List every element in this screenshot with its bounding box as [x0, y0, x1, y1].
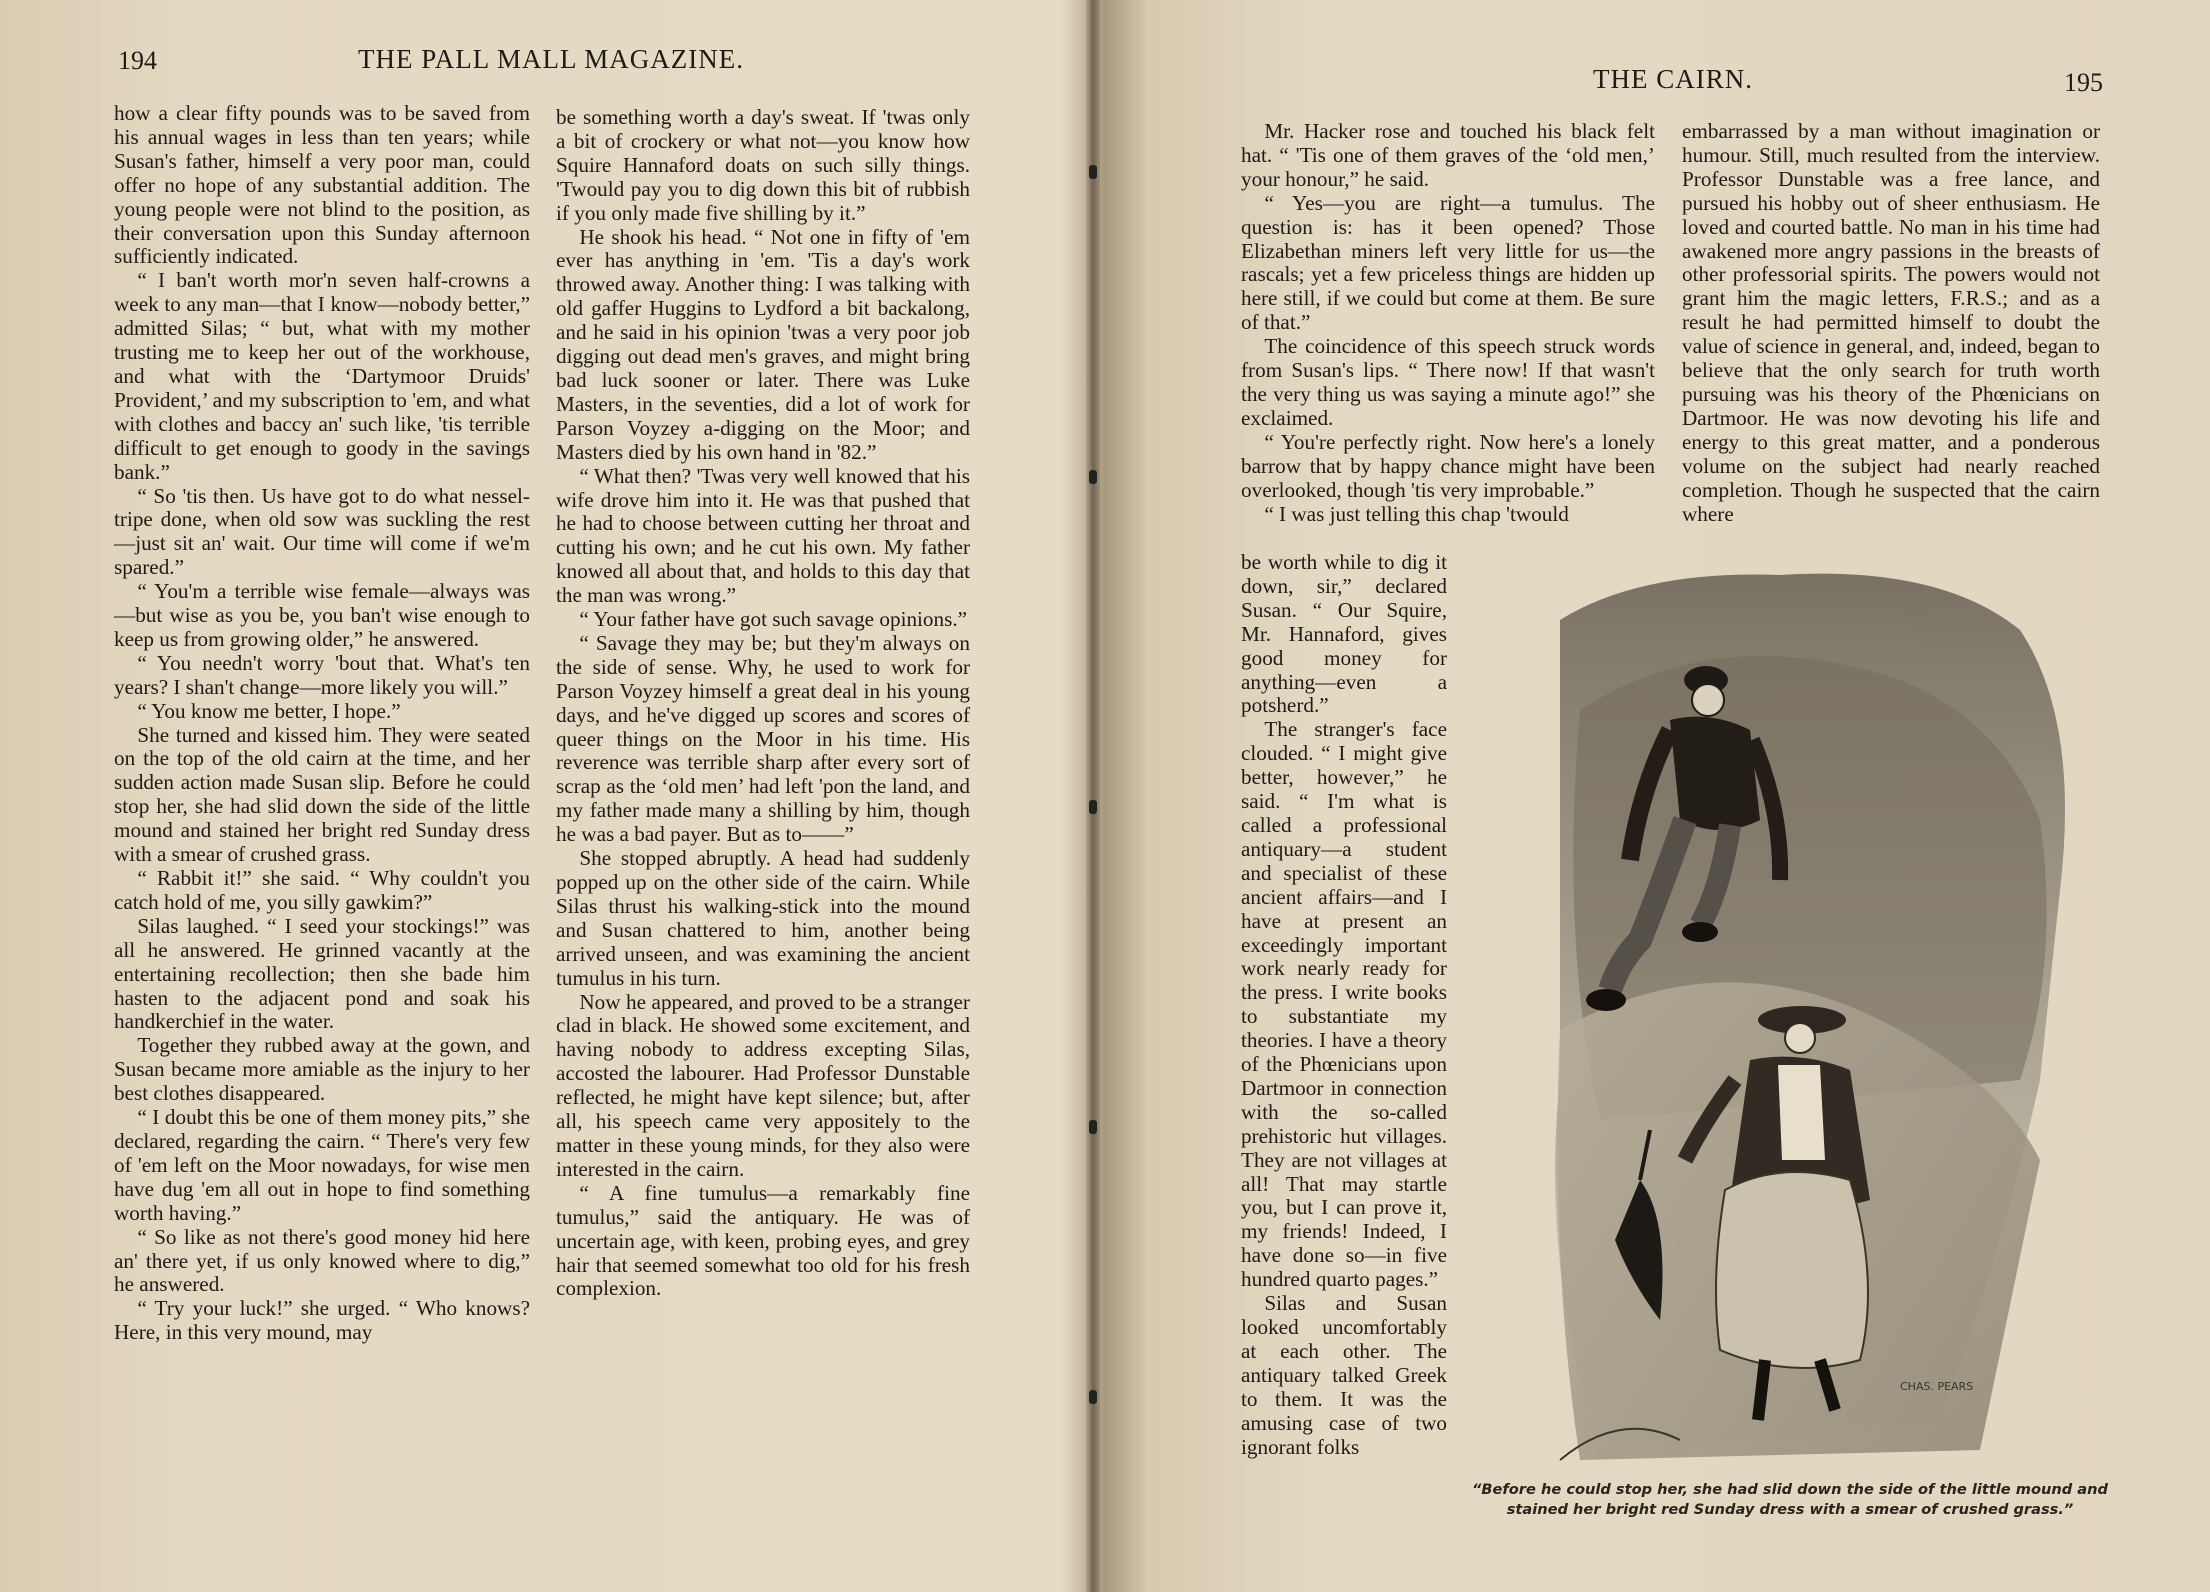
page-number: 194 [118, 46, 157, 75]
right-column-1-top [1241, 120, 1655, 526]
paragraph: Now he appeared, and proved to be a stranger clad in black. He showed some excitement, and having nobody to address excepting Silas, accosted the labourer. Had Professor Dunstable reflected, he might have kept silence; but, after all, his speech came very appositely to the matter in these young minds, for they also were interested in the cairn. [556, 989, 970, 1181]
paragraph: how a clear fifty pounds was to be saved from his annual wages in less than ten years; while Susan's father, himself a very poor man, could offer no hope of any substantial addition. The young people were not blind to the position, as their conversation upon this Sunday afternoon sufficiently indicated. [114, 101, 530, 269]
left-column-1 [114, 102, 530, 1345]
paragraph: The stranger's face clouded. “ I might give better, however,” he said. “ I'm what is called a professional antiquary—a student and specialist of these ancient affairs—and I have at present an exceedingly important work nearly ready for the press. I write books to substantiate my theories. I have a theory of the Phœnicians upon Dartmoor in connection with the so-called prehistoric hut villages. They are not villages at all! That may startle you, but I can prove it, my friends! Indeed, I have done so—in five hundred quarto pages.” [1241, 717, 1447, 1292]
right-column-1-narrow [1241, 551, 1447, 1459]
left-page [0, 0, 1100, 1592]
book-gutter [1086, 0, 1100, 1592]
paragraph: “ Yes—you are right—a tumulus. The question is: has it been opened? Those Elizabethan miners left very little for us—the rascals; yet a few priceless things are hidden up here still, if we could but come at them. Be sure of that.” [1241, 190, 1655, 335]
left-column-2 [556, 106, 970, 1301]
paragraph: “ So like as not there's good money hid here an' there yet, if us only knowed where to dig,” he answered. [114, 1224, 530, 1297]
paragraph: Silas and Susan looked uncomfortably at each other. The antiquary talked Greek to them. It was the amusing case of two ignorant folks [1241, 1291, 1447, 1459]
paragraph: “ So 'tis then. Us have got to do what nessel-tripe done, when old sow was suckling the rest—just sit an' wait. Our time will come if we'm spared.” [114, 483, 530, 580]
running-head: THE PALL MALL MAGAZINE. [358, 44, 744, 74]
paragraph: “ You needn't worry 'bout that. What's ten years? I shan't change—more likely you will.” [114, 650, 530, 699]
paragraph: Mr. Hacker rose and touched his black felt hat. “ 'Tis one of them graves of the ‘old men,’ your honour,” he said. [1241, 119, 1655, 191]
paragraph: “ I ban't worth mor'n seven half-crowns a week to any man—that I know—nobody better,” admitted Silas; “ but, what with my mother trusting me to keep her out of the workhouse, and what with the ‘Dartymoor Druids' Provident,’ and my subscription to 'em, and what with clothes and baccy an' such like, 'tis terrible difficult to get enough to goody in the savings bank.” [114, 268, 530, 484]
paragraph: The coincidence of this speech struck words from Susan's lips. “ There now! If that wasn't the very thing us was saying a minute ago!” she exclaimed. [1241, 334, 1655, 430]
paragraph: She turned and kissed him. They were seated on the top of the old cairn at the time, and her sudden action made Susan slip. Before he could stop her, she had slid down the side of the little mound and stained her bright red Sunday dress with a smear of crushed grass. [114, 722, 530, 867]
page-number: 195 [2064, 68, 2103, 97]
paragraph: “ Try your luck!” she urged. “ Who knows? Here, in this very mound, may [114, 1296, 530, 1345]
artist-signature: CHAS. PEARS [1900, 1380, 1974, 1393]
illustration-cairn [1520, 560, 2080, 1465]
paragraph: “ I doubt this be one of them money pits,” she declared, regarding the cairn. “ There's very few of 'em left on the Moor nowadays, for wise men have dug 'em all out in hope to find something worth having.” [114, 1105, 530, 1225]
paragraph: Together they rubbed away at the gown, and Susan became more amiable as the injury to her best clothes disappeared. [114, 1033, 530, 1106]
paragraph: “ What then? 'Twas very well knowed that his wife drove him into it. He was that pushed that he had to choose between cutting her throat and cutting his own; and he cut his own. My father knowed all about that, and holds to this day that the man was wrong.” [556, 463, 970, 608]
paragraph: Silas laughed. “ I seed your stockings!” was all he answered. He grinned vacantly at the entertaining recollection; then she bade him hasten to the adjacent pond and soak his handkerchief in the water. [114, 913, 530, 1034]
paragraph: “ You know me better, I hope.” [137, 698, 401, 723]
paragraph: “ Your father have got such savage opinions.” [579, 607, 968, 632]
paragraph: be something worth a day's sweat. If 'twas only a bit of crockery or what not—you know how Squire Hannaford doats on such silly things. 'Twould pay you to dig down this bit of rubbish if you only made five shilling by it.” [556, 105, 970, 225]
paragraph: embarrassed by a man without imagination or humour. Still, much resulted from the interview. Professor Dunstable was a free lance, and pursued his hobby out of sheer enthusiasm. He loved and courted battle. No man in his time had awakened more angry passions in the breasts of other professorial spirits. The powers would not grant him the magic letters, F.R.S.; and as a result he had permitted himself to doubt the value of science in general, and, indeed, began to believe that the only search for truth worth pursuing was his theory of the Phœnicians on Dartmoor. He was now devoting his life and energy to this great matter, and a ponderous volume on the subject had nearly reached completion. Though he suspected that the cairn where [1682, 119, 2100, 526]
illustration-caption: “Before he could stop her, she had slid down the side of the little mound and stained her bright red Sunday dress with a smear of crushed grass.” [1472, 1481, 2108, 1518]
paragraph: “ You're perfectly right. Now here's a lonely barrow that by happy chance might have been overlooked, though 'tis very improbable.” [1241, 429, 1655, 502]
paragraph: “ Savage they may be; but they'm always on the side of sense. Why, he used to work for Parson Voyzey himself a great deal in his young days, and he've digged up scores and scores of queer things on the Moor in his time. His reverence was terrible sharp after every sort of scrap as the ‘old men’ had left 'pon the land, and my father made many a shilling by him, though he was a bad payer. But as to——” [556, 630, 970, 847]
paragraph: “ Rabbit it!” she said. “ Why couldn't you catch hold of me, you silly gawkim?” [114, 866, 530, 914]
running-head: THE CAIRN. [1593, 64, 1753, 94]
paragraph: He shook his head. “ Not one in fifty of 'em ever has anything in 'em. 'Tis a day's work throwed away. Another thing: I was talking with old gaffer Huggins to Lydford a bit backalong, and he said in his opinion 'twas a very poor job digging out dead men's graves, and might bring bad luck sooner or later. There was Luke Masters, in the seventies, did a lot of work for Parson Voyzey a-digging on the Moor; and Masters died by his own hand in '82.” [556, 224, 970, 464]
paragraph: be worth while to dig it down, sir,” declared Susan. “ Our Squire, Mr. Hannaford, gives good money for anything—even a potsherd.” [1241, 550, 1447, 718]
paragraph: “ You'm a terrible wise female—always was—but wise as you be, you ban't wise enough to keep us from growing older,” he answered. [114, 579, 530, 651]
paragraph: “ I was just telling this chap 'twould [1264, 501, 1569, 526]
right-column-2 [1682, 120, 2100, 526]
paragraph: “ A fine tumulus—a remarkably fine tumulus,” said the antiquary. He was of uncertain age, with keen, probing eyes, and grey hair that seemed somewhat too old for his fresh complexion. [556, 1180, 970, 1301]
paragraph: She stopped abruptly. A head had suddenly popped up on the other side of the cairn. While Silas thrust his walking-stick into the mound and Susan chattered to him, another being arrived unseen, and was examining the ancient tumulus in his turn. [556, 846, 970, 990]
